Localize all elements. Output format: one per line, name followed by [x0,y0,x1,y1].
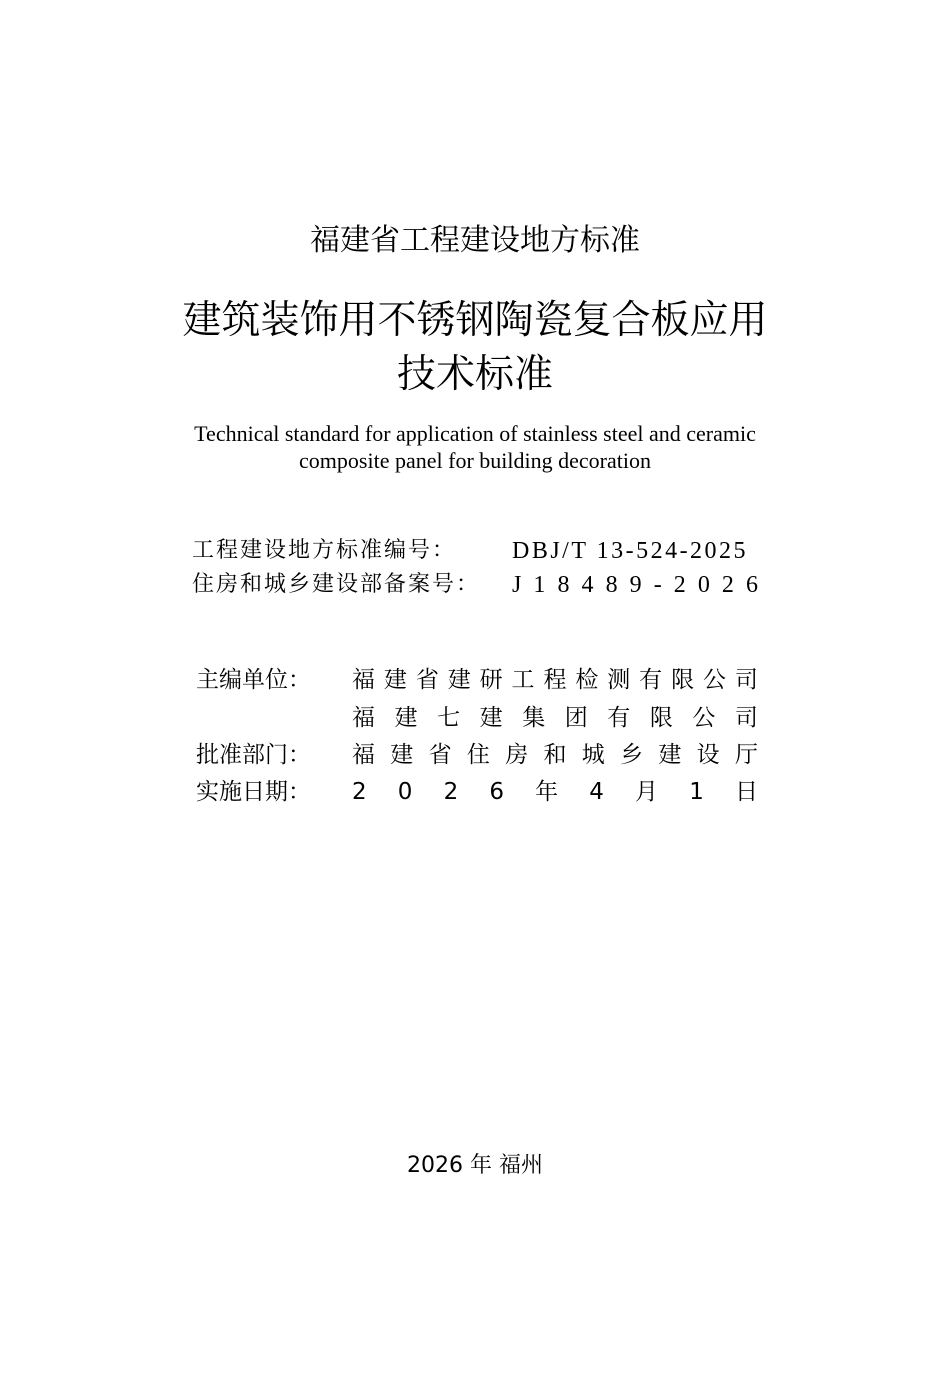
spread-char: - [653,572,662,598]
standard-number-label: 工程建设地方标准编号： [192,538,457,563]
spread-char: 建 [394,705,418,731]
spread-char: 设 [696,742,720,768]
effective-date-label: 实施日期： [196,779,311,805]
spread-char: 0 [697,572,710,598]
chief-editor-row-2 [196,700,758,736]
spread-char: 测 [607,667,631,693]
spread-char: 建 [390,742,414,768]
effective-date-value [352,774,758,810]
spread-char: 年 [535,779,559,805]
record-number-label: 住房和城乡建设部备案号： [192,572,481,597]
spread-char: 6 [745,572,758,598]
spread-char: 9 [629,572,642,598]
spread-char: 建 [658,742,682,768]
spread-char: 团 [564,705,588,731]
approval-label: 批准部门： [196,742,311,768]
spread-char: 司 [734,705,758,731]
spread-char: 1 [533,572,546,598]
spread-char: 省 [415,667,439,693]
spread-char: 4 [581,572,594,598]
spread-char: 建 [383,667,407,693]
spread-char: 日 [734,779,758,805]
spread-char: 公 [692,705,716,731]
spread-char: 6 [489,779,504,805]
footer-place-date: 2026 年 福州 [407,1153,543,1178]
spread-char: 司 [734,667,758,693]
spread-char: 工 [511,667,535,693]
series-title: 福建省工程建设地方标准 [310,223,640,258]
standard-number-row [192,535,758,567]
spread-char: 1 [689,779,704,805]
chief-editor-label: 主编单位： [196,667,311,693]
effective-date-row [196,774,758,810]
english-title-line-2: composite panel for building decoration [299,448,651,473]
spread-char: 省 [428,742,452,768]
spread-char: 程 [543,667,567,693]
approval-department [352,737,758,773]
record-number-value [512,569,758,601]
chief-editor-unit-1 [352,662,758,698]
standard-number-value: DBJ/T 13-524-2025 [512,538,749,564]
spread-char: 检 [575,667,599,693]
spread-char: 公 [702,667,726,693]
spread-char: 2 [443,779,459,805]
spread-char: 8 [605,572,618,598]
spread-char: 集 [522,705,546,731]
spread-char: 乡 [620,742,644,768]
document-title-line-1: 建筑装饰用不锈钢陶瓷复合板应用 [182,298,768,343]
spread-char: 月 [635,779,659,805]
spread-char: 2 [352,779,367,805]
spread-char: 福 [352,742,375,768]
spread-char: 七 [437,705,461,731]
spread-char: 限 [649,705,673,731]
chief-editor-row-1 [196,662,758,698]
spread-char: 城 [581,742,605,768]
spread-char: 福 [352,705,375,731]
spread-char: 4 [589,779,604,805]
spread-char: 建 [447,667,471,693]
spread-char: 房 [505,742,529,768]
spread-char: 有 [607,705,631,731]
spread-char: 2 [721,572,734,598]
spread-char: 建 [479,705,503,731]
spread-char: 住 [466,742,490,768]
approval-row [196,737,758,773]
spread-char: J [512,572,522,598]
spread-char: 研 [479,667,503,693]
english-title-line-1: Technical standard for application of stainless steel and ceramic [194,421,756,446]
spread-char: 限 [671,667,695,693]
document-title-line-2: 技术标准 [396,352,553,397]
chief-editor-unit-2 [352,700,758,736]
spread-char: 8 [557,572,570,598]
spread-char: 和 [543,742,567,768]
record-number-row [192,569,758,601]
spread-char: 有 [639,667,663,693]
spread-char: 福 [352,667,375,693]
spread-char: 厅 [734,742,758,768]
spread-char: 0 [397,779,413,805]
spread-char: 2 [673,572,686,598]
